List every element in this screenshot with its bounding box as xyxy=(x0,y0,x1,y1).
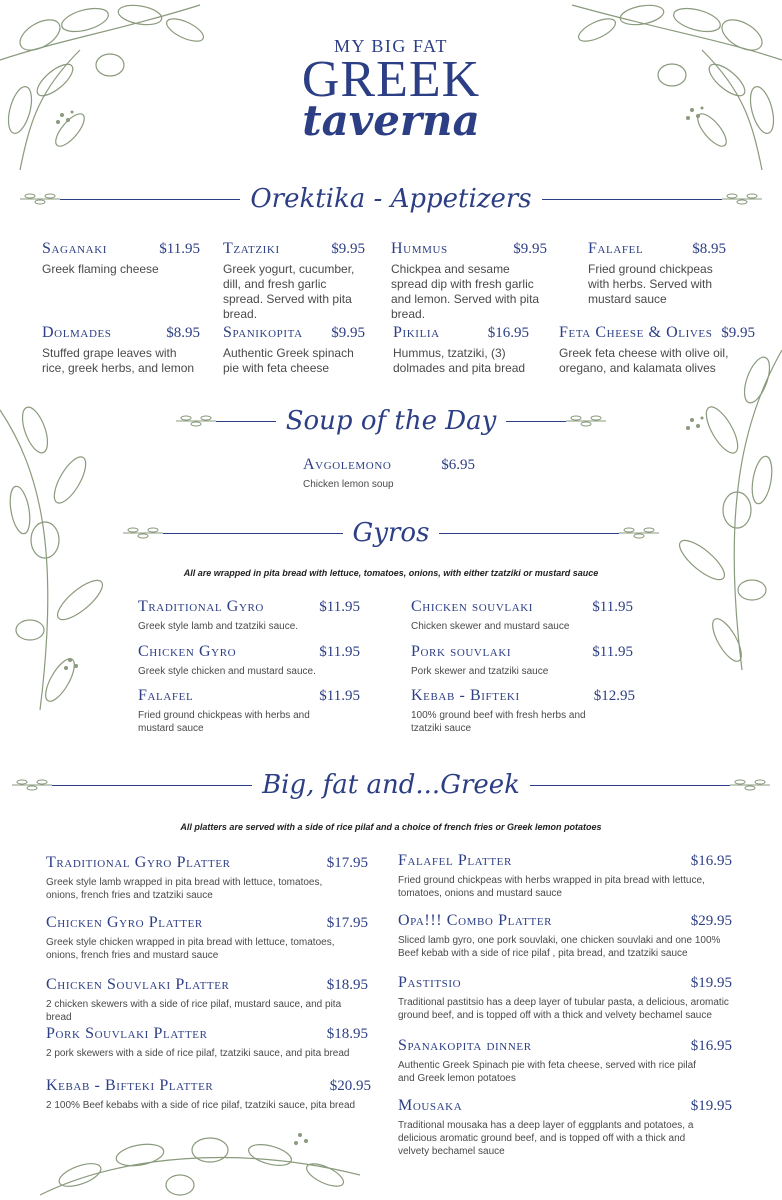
item-price: $12.95 xyxy=(593,688,635,704)
olive-branch-right-icon xyxy=(652,330,782,680)
menu-item-kebab-bifteki-platter xyxy=(46,1077,371,1112)
menu-item-mousaka xyxy=(398,1097,732,1158)
menu-item-falafel-platter xyxy=(398,852,732,900)
soup-title: Soup of the Day xyxy=(285,406,497,436)
appetizers-title: Orektika - Appetizers xyxy=(250,184,532,214)
item-name: Tzatziki xyxy=(223,240,280,257)
soup-header xyxy=(0,406,782,436)
platters-header xyxy=(0,770,782,800)
item-description: Sliced lamb gyro, one pork souvlaki, one chicken souvlaki and one 100% Beef kebab with a side of rice pilaf , pita bread, and tzatziki sauce xyxy=(398,935,721,959)
menu-item-pikilia xyxy=(393,324,529,376)
gyros-header xyxy=(0,518,782,548)
item-description: 100% ground beef with fresh herbs and tzatziki sauce xyxy=(411,710,586,734)
item-name: Mousaka xyxy=(398,1097,463,1114)
item-name: Falafel Platter xyxy=(398,852,512,869)
sprig-icon xyxy=(123,526,163,540)
item-price: $8.95 xyxy=(166,325,200,341)
menu-item-spanikopita xyxy=(223,324,365,376)
item-price: $9.95 xyxy=(513,241,547,257)
item-price: $17.95 xyxy=(326,855,368,871)
item-name: Spanakopita dinner xyxy=(398,1037,532,1054)
item-name: Pork Souvlaki Platter xyxy=(46,1025,208,1042)
menu-item-pastitsio xyxy=(398,974,732,1022)
sprig-icon xyxy=(619,526,659,540)
item-price: $16.95 xyxy=(690,1038,732,1054)
item-name: Chicken Gyro xyxy=(138,643,237,660)
menu-item-pork-souvlaki xyxy=(411,643,633,678)
item-description: Pork skewer and tzatziki sauce xyxy=(411,666,549,677)
menu-item-avgolemono xyxy=(303,456,475,491)
item-description: Fried ground chickpeas with herbs and mustard sauce xyxy=(138,710,310,734)
item-name: Traditional Gyro xyxy=(138,598,264,615)
menu-item-traditional-gyro xyxy=(138,598,360,633)
item-description: Hummus, tzatziki, (3) dolmades and pita bread xyxy=(393,346,526,375)
menu-item-kebab-bifteki xyxy=(411,687,635,735)
menu-item-spanakopita-dinner xyxy=(398,1037,732,1085)
item-price: $11.95 xyxy=(319,688,360,704)
menu-item-saganaki xyxy=(42,240,200,277)
item-name: Pork souvlaki xyxy=(411,643,512,660)
item-description: Authentic Greek spinach pie with feta cheese xyxy=(223,346,354,375)
item-description: Greek feta cheese with olive oil, oregano, and kalamata olives xyxy=(559,346,729,375)
menu-item-falafel-gyro xyxy=(138,687,360,735)
item-price: $9.95 xyxy=(331,241,365,257)
sprig-icon xyxy=(722,192,762,206)
item-name: Pastitsio xyxy=(398,974,462,991)
item-price: $11.95 xyxy=(159,241,200,257)
item-description: Fried ground chickpeas with herbs wrapped in pita bread with lettuce, tomatoes, onions and mustard sauce xyxy=(398,875,705,899)
platters-title: Big, fat and...Greek xyxy=(262,770,520,800)
item-price: $19.95 xyxy=(690,975,732,991)
item-description: Chickpea and sesame spread dip with fresh garlic and lemon. Served with pita bread. xyxy=(391,262,540,321)
item-description: Greek style lamb and tzatziki sauce. xyxy=(138,621,299,632)
menu-item-pork-souvlaki-platter xyxy=(46,1025,368,1060)
item-description: 2 pork skewers with a side of rice pilaf, tzatziki sauce, and pita bread xyxy=(46,1048,350,1059)
item-description: Greek style chicken and mustard sauce. xyxy=(138,666,316,677)
item-price: $11.95 xyxy=(592,599,633,615)
menu-item-traditional-gyro-platter xyxy=(46,854,368,902)
sprig-icon xyxy=(176,414,216,428)
item-name: Feta Cheese & Olives xyxy=(559,324,713,341)
item-name: Saganaki xyxy=(42,240,108,257)
item-price: $8.95 xyxy=(692,241,726,257)
item-name: Spanikopita xyxy=(223,324,303,341)
olive-branch-bottom-icon xyxy=(40,1115,360,1200)
item-description: 2 100% Beef kebabs with a side of rice pilaf, tzatziki sauce, pita bread xyxy=(46,1100,356,1111)
menu-item-opa-combo-platter xyxy=(398,912,732,960)
restaurant-logo xyxy=(0,36,782,145)
item-price: $29.95 xyxy=(690,913,732,929)
item-price: $9.95 xyxy=(331,325,365,341)
item-description: Traditional pastitsio has a deep layer of tubular pasta, a delicious, aromatic ground beef, and is topped off with a thick and velvety bechamel sauce xyxy=(398,997,729,1021)
item-name: Avgolemono xyxy=(303,456,392,473)
menu-item-dolmades xyxy=(42,324,200,376)
sprig-icon xyxy=(566,414,606,428)
item-description: Fried ground chickpeas with herbs. Served with mustard sauce xyxy=(588,262,713,306)
item-name: Traditional Gyro Platter xyxy=(46,854,231,871)
item-description: Chicken lemon soup xyxy=(303,479,394,490)
item-price: $9.95 xyxy=(721,325,755,341)
item-description: Traditional mousaka has a deep layer of eggplants and potatoes, a delicious aromatic ground beef, and is topped off with a thick and velvety bechamel sauce xyxy=(398,1120,694,1157)
item-name: Chicken Souvlaki Platter xyxy=(46,976,230,993)
logo-main-text: GREEK xyxy=(301,51,481,108)
item-price: $18.95 xyxy=(326,977,368,993)
item-description: Stuffed grape leaves with rice, greek herbs, and lemon xyxy=(42,346,195,375)
sprig-icon xyxy=(12,778,52,792)
item-price: $17.95 xyxy=(326,915,368,931)
item-description: 2 chicken skewers with a side of rice pilaf, mustard sauce, and pita bread xyxy=(46,999,342,1023)
item-description: Chicken skewer and mustard sauce xyxy=(411,621,570,632)
item-price: $11.95 xyxy=(319,644,360,660)
item-price: $18.95 xyxy=(326,1026,368,1042)
item-price: $19.95 xyxy=(690,1098,732,1114)
menu-item-hummus xyxy=(391,240,547,322)
logo-script-text: taverna xyxy=(302,96,480,145)
item-name: Pikilia xyxy=(393,324,440,341)
item-price: $16.95 xyxy=(487,325,529,341)
item-name: Chicken souvlaki xyxy=(411,598,534,615)
item-name: Opa!!! Combo Platter xyxy=(398,912,553,929)
gyros-title: Gyros xyxy=(352,518,430,548)
menu-item-feta-cheese-olives xyxy=(559,324,755,376)
item-name: Dolmades xyxy=(42,324,112,341)
item-name: Hummus xyxy=(391,240,448,257)
item-price: $16.95 xyxy=(690,853,732,869)
menu-item-tzatziki xyxy=(223,240,365,322)
item-name: Falafel xyxy=(138,687,194,704)
menu-item-chicken-gyro-platter xyxy=(46,914,368,962)
menu-item-chicken-souvlaki xyxy=(411,598,633,633)
menu-item-chicken-gyro xyxy=(138,643,360,678)
olive-branch-left-icon xyxy=(0,390,110,720)
logo-top-text: MY BIG FAT xyxy=(333,36,448,56)
item-name: Chicken Gyro Platter xyxy=(46,914,203,931)
item-description: Greek yogurt, cucumber, dill, and fresh garlic spread. Served with pita bread. xyxy=(223,262,355,321)
item-description: Greek flaming cheese xyxy=(42,262,159,276)
item-description: Authentic Greek Spinach pie with feta cheese, served with rice pilaf and Greek lemon potatoes xyxy=(398,1060,696,1084)
item-price: $20.95 xyxy=(329,1078,371,1094)
platters-note: All platters are served with a side of rice pilaf and a choice of french fries or Greek lemon potatoes xyxy=(180,822,602,832)
sprig-icon xyxy=(20,192,60,206)
item-price: $11.95 xyxy=(319,599,360,615)
item-price: $11.95 xyxy=(592,644,633,660)
item-description: Greek style lamb wrapped in pita bread with lettuce, tomatoes, onions, french fries and tzatziki sauce xyxy=(46,877,323,901)
gyros-note: All are wrapped in pita bread with lettuce, tomatoes, onions, with either tzatziki or mustard sauce xyxy=(183,568,599,578)
item-price: $6.95 xyxy=(441,457,475,473)
item-name: Kebab - Bifteki xyxy=(411,687,520,704)
item-description: Greek style chicken wrapped in pita bread with lettuce, tomatoes, onions, french fries and mustard sauce xyxy=(46,937,335,961)
sprig-icon xyxy=(730,778,770,792)
menu-item-falafel xyxy=(588,240,726,307)
item-name: Kebab - Bifteki Platter xyxy=(46,1077,214,1094)
item-name: Falafel xyxy=(588,240,644,257)
appetizers-header xyxy=(0,184,782,214)
menu-item-chicken-souvlaki-platter xyxy=(46,976,368,1024)
